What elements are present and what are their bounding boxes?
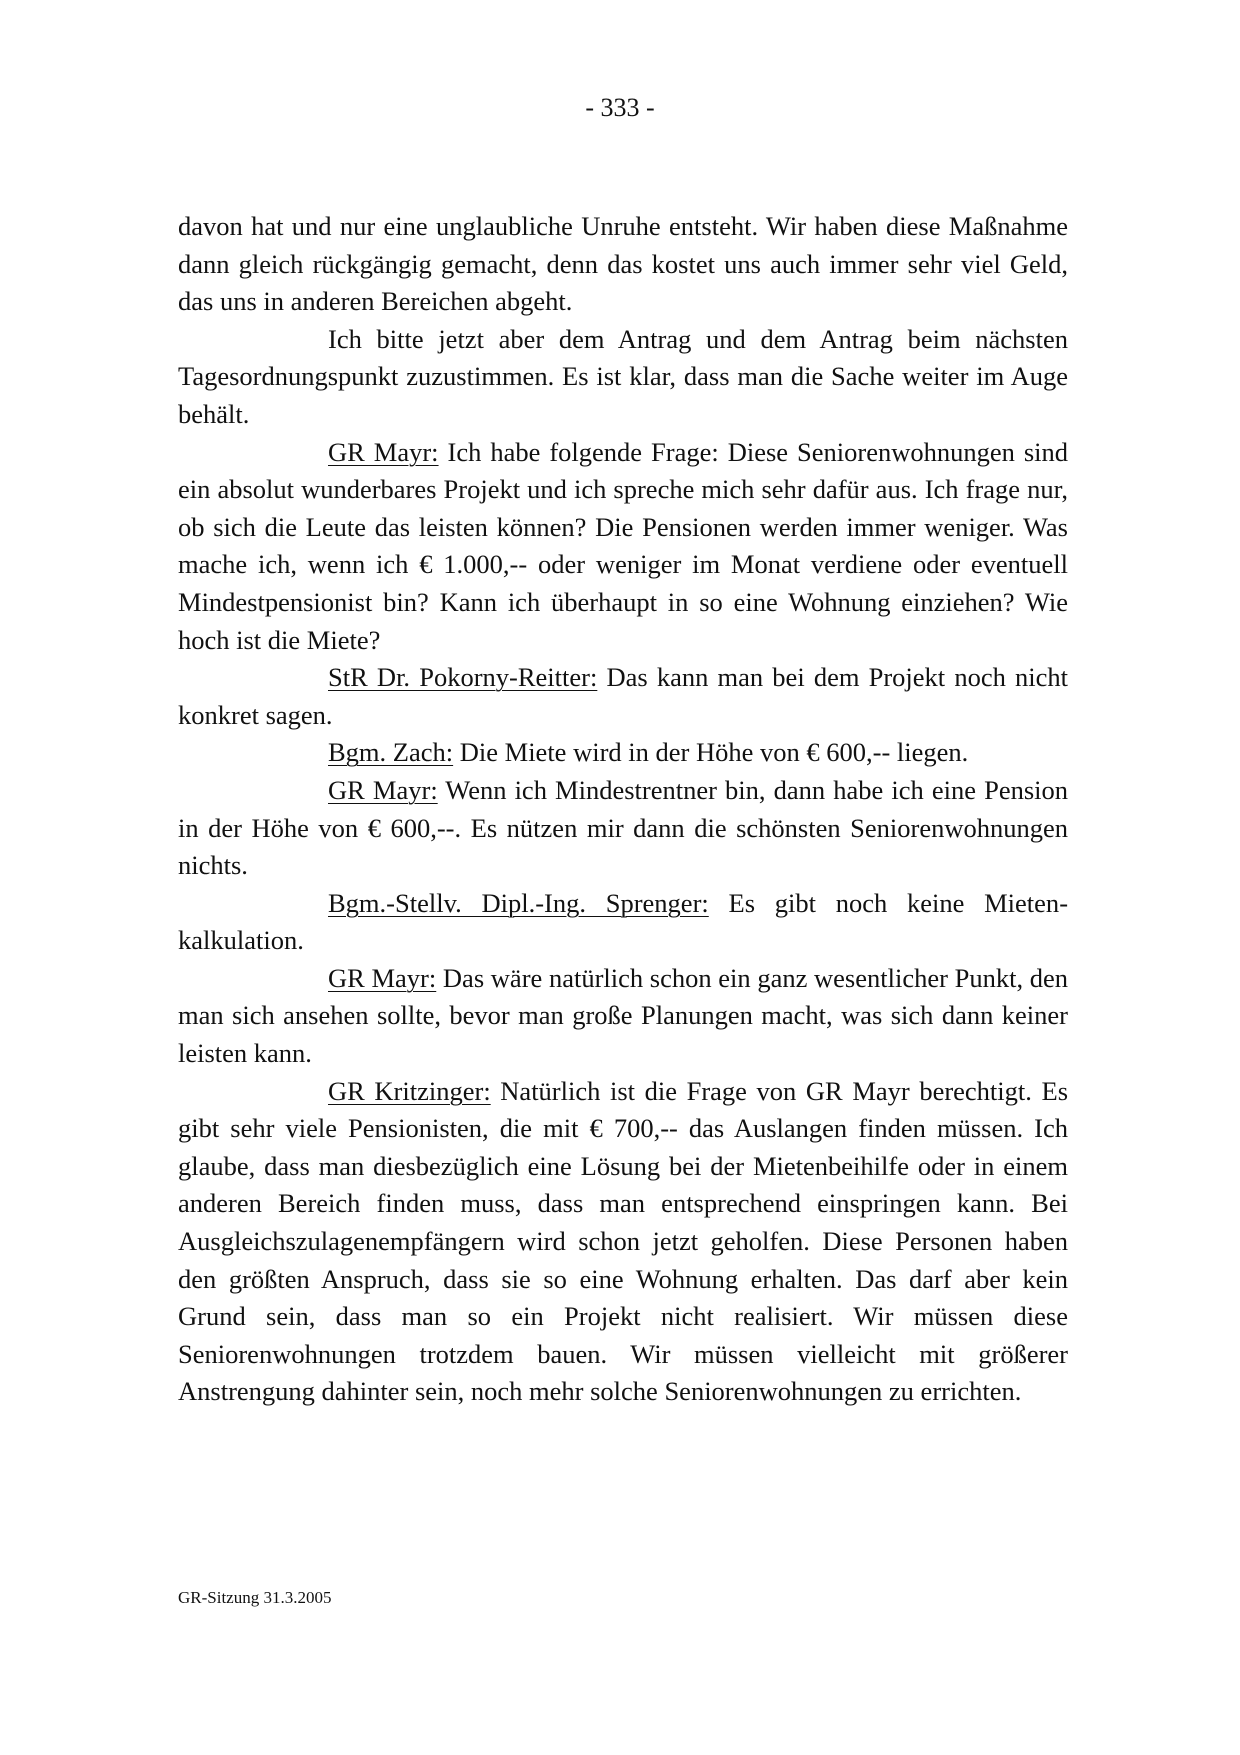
speaker-name: GR Mayr: — [328, 962, 437, 993]
page-number: - 333 - — [585, 93, 655, 122]
speaker-name: GR Kritzinger: — [328, 1075, 491, 1106]
speech-text: Ich habe folgende Frage: Diese Seniorenwohnungen sind ein absolut wunderbares Projekt und ich spreche mich sehr dafür aus. Ich frage nur, ob sich die Leute das leisten können? Die Pensionen werden immer weniger. Was mache ich, wenn ich € 1.000,-- oder weniger im Monat verdiene oder eventuell Mindestpensionist bin? Kann ich überhaupt in so eine Wohnung einziehen? Wie hoch ist die Miete? — [178, 436, 1069, 655]
document-body — [178, 208, 1068, 1411]
speech-bgm-zach — [178, 734, 1068, 772]
speech-text: Das wäre natürlich schon ein ganz wesentlicher Punkt, den man sich ansehen sollte, bevor man große Planungen macht, was sich dann keiner leisten kann. — [178, 962, 1068, 1069]
speaker-name: Bgm.-Stellv. Dipl.-Ing. Sprenger: — [328, 887, 709, 918]
paragraph-request — [178, 321, 1068, 434]
speech-bgm-stellv-sprenger — [178, 885, 1068, 960]
speaker-name: Bgm. Zach: — [328, 737, 454, 768]
speech-text: Es gibt noch keine Mietenkalkulation. — [178, 887, 1069, 956]
speech-text: Die Miete wird in der Höhe von € 600,-- liegen. — [453, 737, 969, 768]
footer-session-date: GR-Sitzung 31.3.2005 — [178, 1588, 332, 1607]
speech-gr-kritzinger — [178, 1073, 1068, 1411]
paragraph-text: Ich bitte jetzt aber dem Antrag und dem Antrag beim nächsten Tagesordnungspunkt zuzustimmen. Es ist klar, dass man die Sache weiter im Auge behält. — [178, 323, 1068, 429]
speech-gr-mayr-planning — [178, 960, 1068, 1073]
speaker-name: GR Mayr: — [328, 436, 439, 467]
paragraph-text: davon hat und nur eine unglaubliche Unruhe entsteht. Wir haben diese Maßnahme dann gleich rückgängig gemacht, denn das kostet uns auch immer sehr viel Geld, das uns in anderen Bereichen abgeht. — [178, 211, 1068, 317]
speech-text: Wenn ich Mindestrentner bin, dann habe ich eine Pension in der Höhe von € 600,--. Es nützen mir dann die schönsten Seniorenwohnungen nichts. — [178, 774, 1069, 881]
speaker-name: StR Dr. Pokorny-Reitter: — [328, 662, 598, 693]
speech-str-pokorny-reitter — [178, 659, 1068, 734]
speaker-name: GR Mayr: — [328, 774, 438, 805]
speech-gr-mayr-pension — [178, 772, 1068, 885]
speech-gr-mayr-question — [178, 434, 1068, 660]
speech-text: Das kann man bei dem Projekt noch nicht konkret sagen. — [178, 662, 1068, 730]
paragraph-continuation — [178, 208, 1068, 321]
speech-text: Natürlich ist die Frage von GR Mayr berechtigt. Es gibt sehr viele Pensionisten, die mit € 700,-- das Auslangen finden müssen. Ich glaube, dass man diesbezüglich eine Lösung bei der Mietenbeihilfe oder in einem anderen Bereich finden muss, dass man entsprechend einspringen kann. Bei Ausgleichszulagenempfängern wird schon jetzt geholfen. Diese Personen haben den größten Anspruch, dass sie so eine Wohnung erhalten. Das darf aber kein Grund sein, dass man so ein Projekt nicht realisiert. Wir müssen diese Seniorenwohnungen trotzdem bauen. Wir müssen vielleicht mit größerer Anstrengung dahinter sein, noch mehr solche Seniorenwohnungen zu errichten. — [178, 1075, 1069, 1407]
